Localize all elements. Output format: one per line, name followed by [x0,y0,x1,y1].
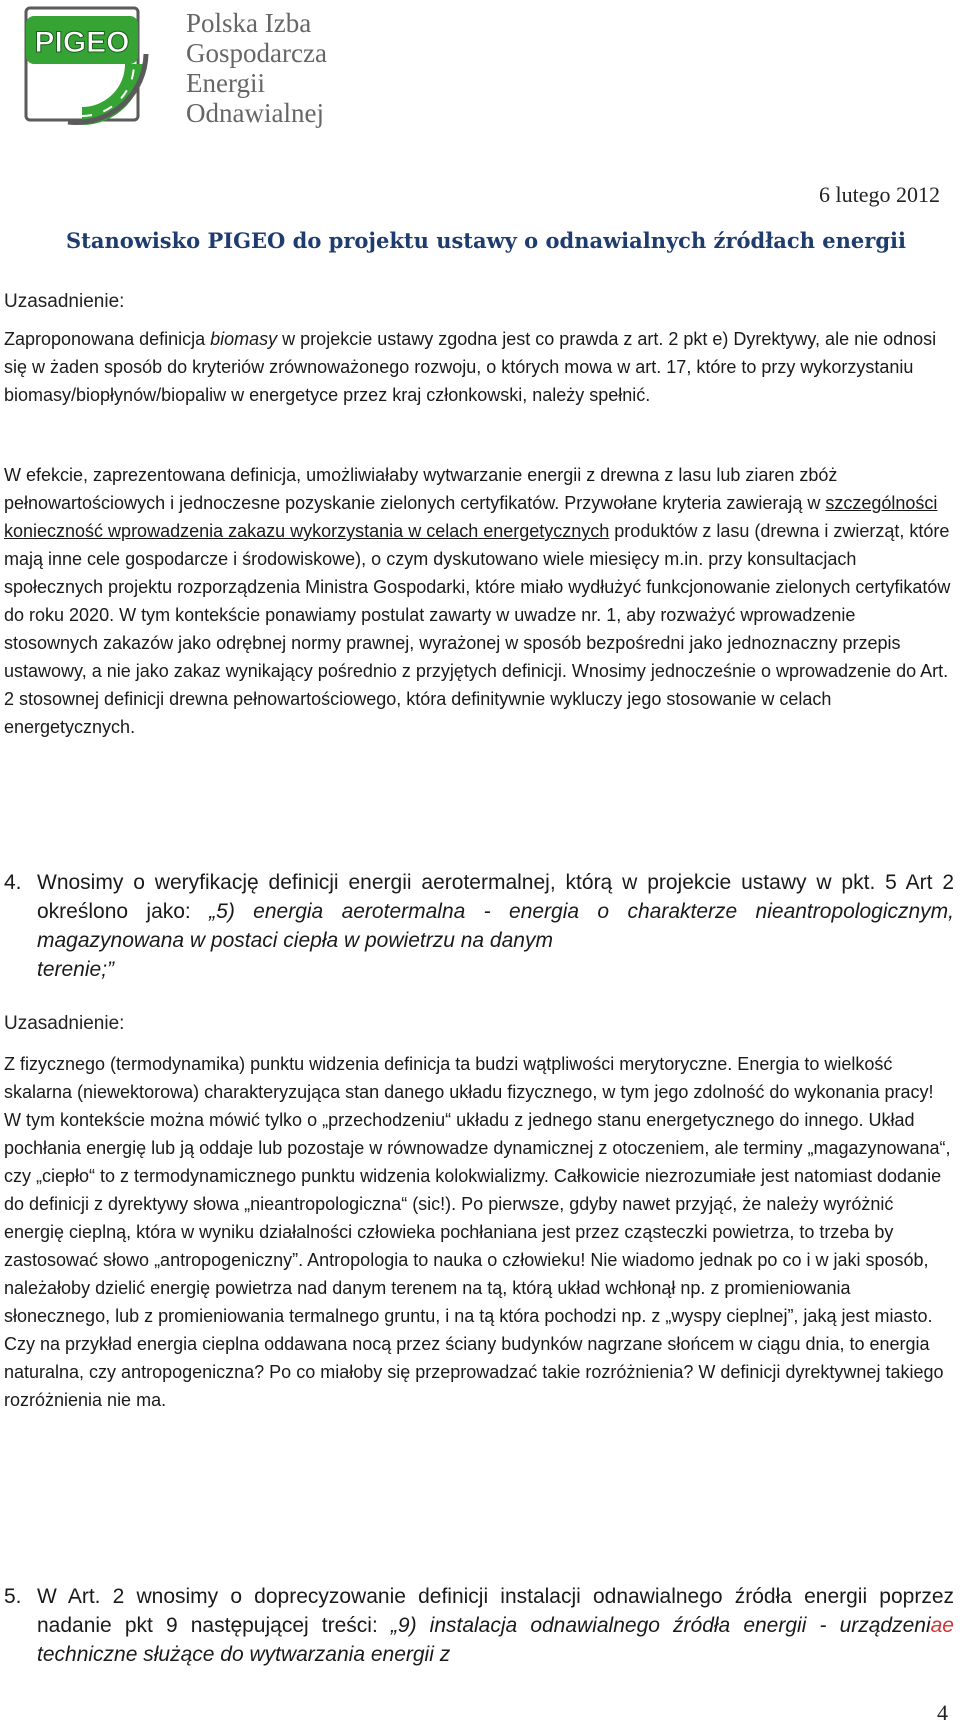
organization-name [186,8,327,128]
list-item-number: 4. [4,871,22,894]
text-run: W efekcie, zaprezentowana definicja, umożliwiałaby wytwarzanie energii z drewna z lasu lub ziaren zbóż pełnowartościowych i jednoczesne pozyskanie zielonych certyfikatów. Przywołane kryteria zawierają w [4,465,838,513]
list-item-body [4,868,954,984]
document-title: Stanowisko PIGEO do projektu ustawy o odnawialnych źródłach energii [66,228,906,253]
justification-heading: Uzasadnienie: [4,1013,125,1034]
text-run-italic: „9) instalacja odnawialnego źródła energii - urządzeni [390,1614,931,1637]
org-name-line: Polska Izba [186,8,312,38]
list-item-4 [4,868,954,984]
text-run-red: ae [930,1614,954,1637]
pigeo-emblem-icon [22,4,172,144]
text-run: W Art. 2 wnosimy o doprecyzowanie definicji instalacji odnawialnego źródła energii poprzez nadanie pkt 9 następującej treści: [37,1585,954,1637]
text-run: Zaproponowana definicja [4,329,211,349]
text-run-italic: techniczne służące do wytwarzania energii z [37,1643,451,1666]
text-run: Wnosimy o weryfikację definicji energii aerotermalnej, którą w projekcie ustawy w pkt. 5 Art 2 określono jako: [37,871,954,923]
justification-paragraph [4,461,954,741]
justification-paragraph [4,325,954,409]
list-item-5 [4,1582,954,1669]
document-date: 6 lutego 2012 [819,182,940,207]
text-run-italic: terenie;” [37,958,115,981]
text-run-underlined: szczególności konieczność wprowadzenia zakazu wykorzystania w celach energetycznych [4,493,938,541]
justification-paragraph: Z fizycznego (termodynamika) punktu widzenia definicja ta budzi wątpliwości merytoryczne. Energia to wielkość skalarna (niewektorowa) charakteryzująca stan danego układu fizycznego, w tym jego zdolność do wykonania pracy! W tym kontekście można mówić tylko o „przechodzeniu“ układu z jednego stanu energetycznego do innego. Układ pochłania energię lub ją oddaje lub pozostaje w równowadze dynamicznej z otoczeniem, ale terminy „magazynowana“, czy „ciepło“ to z termodynamicznego punktu widzenia kolokwializmy. Całkowicie niezrozumiałe jest natomiast dodanie do definicji z dyrektywy słowa „nieantropologiczna“ (sic!). Po pierwsze, gdyby nawet przyjąć, że należy wyróżnić energię cieplną, która w wyniku działalności człowieka pochłaniana jest przez cząsteczki powietrza, to trzeba by zastosować słowo „antropogeniczny”. Antropologia to nauka o człowieku! Nie wiadomo jednak po co i w jaki sposób, należałoby dzielić energię powietrza nad danym terenem na tą, którą układ wchłonął np. z promieniowania słonecznego, lub z promieniowania termalnego gruntu, i na tą która pochodzi np. z „wyspy cieplnej”, jaką jest miasto. Czy na przykład energia cieplna oddawana nocą przez ściany budynków nagrzane słońcem w ciągu dnia, to energia naturalna, czy antropogeniczna? Po co miałoby się przeprowadzać takie rozróżnienia? W definicji dyrektywnej takiego rozróżnienia nie ma. [4,1054,951,1410]
org-name-line: Energii [186,68,265,98]
list-item-body [4,1582,954,1669]
page-number: 4 [937,1700,948,1725]
justification-heading: Uzasadnienie: [4,291,125,312]
org-name-line: Odnawialnej [186,98,324,128]
text-run-italic: „5) energia aerotermalna - energia o charakterze nieantropologicznym, magazynowana w postaci ciepła w powietrzu na danym [37,900,954,952]
text-run: produktów z lasu (drewna i zwierząt, które mają inne cele gospodarcze i środowiskowe), o czym dyskutowano wiele miesięcy m.in. przy konsultacjach społecznych projektu rozporządzenia Ministra Gospodarki, które miało wydłużyć funkcjonowanie zielonych certyfikatów do roku 2020. W tym kontekście ponawiamy postulat zawarty w uwadze nr. 1, aby rozważyć wprowadzenie stosownych zakazów jako odrębnej normy prawnej, wyrażonej w sposób bezpośredni jako jednoznaczny przepis ustawowy, a nie jako zakaz wynikający pośrednio z przyjętych definicji. Wnosimy jednocześnie o wprowadzenie do Art. 2 stosownej definicji drewna pełnowartościowego, która definitywnie wykluczy jego stosowanie w celach energetycznych. [4,521,951,737]
text-run-italic: biomasy [210,329,278,349]
org-name-line: Gospodarcza [186,38,327,68]
text-run: w projekcie ustawy zgodna jest co prawda z art. 2 pkt e) Dyrektywy, ale nie odnosi się w żaden sposób do kryteriów zrównoważonego rozwoju, o których mowa w art. 17, które to przy wykorzystaniu biomasy/biopłynów/biopaliw w energetyce przez kraj członkowski, należy spełnić. [4,329,937,405]
list-item-number: 5. [4,1585,22,1608]
logo-badge-text: PIGEO [34,26,130,59]
pigeo-logo [22,4,342,144]
